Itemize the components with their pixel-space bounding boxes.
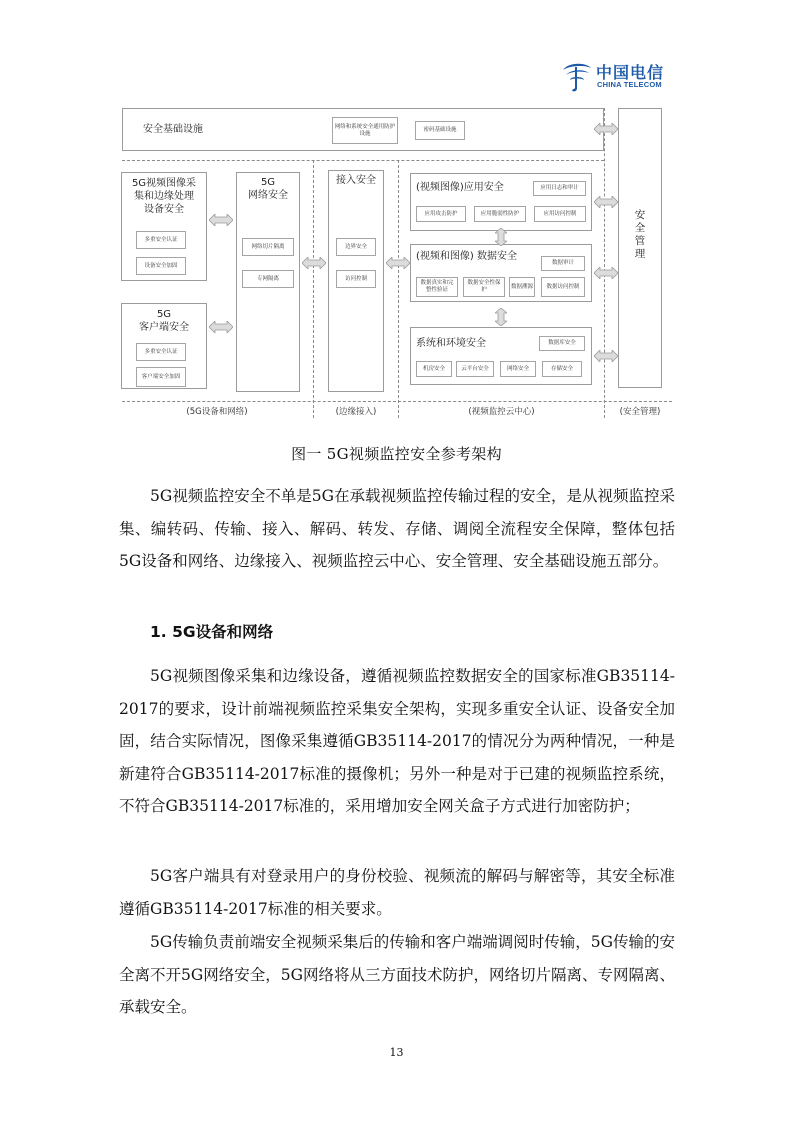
divider-v1 <box>313 160 314 418</box>
infrastructure-item-network: 网络和系统安全通用防护设施 <box>332 117 398 144</box>
paragraph-transmission: 5G传输负责前端安全视频采集后的传输和客户端端调阅时传输，5G传输的安全离不开5G网络安全，5G网络将从三方面技术防护，网络切片隔离、专网隔离、承载安全。 <box>119 933 675 1016</box>
management-char: 全 <box>634 222 646 234</box>
network-title <box>236 176 300 202</box>
logo-text-en: CHINA TELECOM <box>597 80 662 89</box>
capture-item-hardening: 设备安全加固 <box>136 257 186 275</box>
divider-top <box>122 160 604 161</box>
system-item-network: 网络安全 <box>500 361 536 377</box>
app-item-log: 应用日志和审计 <box>533 181 586 196</box>
page-number: 13 <box>389 1046 404 1059</box>
infrastructure-item-crypto: 密码基础设施 <box>415 121 465 140</box>
system-item-room: 机房安全 <box>416 361 452 377</box>
double-arrow-icon <box>302 257 326 269</box>
app-security-title: (视频图像)应用安全 <box>416 182 504 193</box>
divider-bottom <box>122 401 672 402</box>
system-security-title: 系统和环境安全 <box>416 338 486 349</box>
management-char: 管 <box>634 235 646 247</box>
section-heading: 1. 5G设备和网络 <box>150 623 274 641</box>
double-arrow-icon <box>209 214 233 226</box>
system-item-cloud: 云平台安全 <box>456 361 494 377</box>
client-title-line: 5G <box>156 309 172 320</box>
network-title-line: 网络安全 <box>248 190 288 201</box>
segment-label-cloud: (视频监控云中心) <box>468 407 535 417</box>
capture-item-auth: 多重安全认证 <box>136 231 186 249</box>
paragraph-capture-devices: 5G视频图像采集和边缘设备，遵循视频监控数据安全的国家标准GB35114-2017的要求，设计前端视频监控采集安全架构，实现多重安全认证、设备安全加固，结合实际情况，图像采集遵循GB35114-2017的情况分为两种情况，一种是新建符合GB35114-2017标准的摄像机；另外一种是对于已建的视频监控系统，不符合GB35114-2017标准的，采用增加安全网关盒子方式进行加密防护； <box>119 667 675 815</box>
capture-title-line: 设备安全 <box>144 204 184 215</box>
architecture-diagram <box>118 103 676 421</box>
data-item-integrity: 数据真实和完整性验证 <box>416 277 458 297</box>
double-arrow-icon <box>594 196 618 208</box>
segment-label-devices: (5G设备和网络) <box>186 407 248 417</box>
capture-title-line: 5G视频图像采 <box>131 178 197 189</box>
figure-caption: 图一 5G视频监控安全参考架构 <box>291 445 502 463</box>
paragraph-client: 5G客户端具有对登录用户的身份校验、视频流的解码与解密等，其安全标准遵循GB35114-2017标准的相关要求。 <box>119 867 675 918</box>
app-item-attack: 应用攻击防护 <box>416 206 466 222</box>
double-arrow-icon <box>594 350 618 362</box>
logo-text-cn: 中国电信 <box>596 63 665 82</box>
client-item-hardening: 客户端安全加固 <box>136 367 186 387</box>
vertical-double-arrow-icon <box>495 308 507 326</box>
data-item-trace: 数据溯源 <box>509 277 535 297</box>
app-item-vuln: 应用脆弱性防护 <box>474 206 526 222</box>
data-item-audit: 数据审计 <box>541 256 585 271</box>
network-item-slicing: 网络切片隔离 <box>242 238 294 256</box>
access-item-control: 访问控制 <box>336 270 376 288</box>
app-item-access: 应用访问控制 <box>534 206 586 222</box>
divider-v3 <box>604 108 605 418</box>
system-item-storage: 存储安全 <box>542 361 582 377</box>
capture-title <box>123 177 205 216</box>
system-item-db: 数据库安全 <box>539 336 585 351</box>
management-char: 理 <box>634 248 646 260</box>
data-security-title: (视频和图像) 数据安全 <box>416 251 517 262</box>
management-title <box>618 209 662 261</box>
china-telecom-logo <box>560 58 675 94</box>
capture-title-line: 集和边缘处理 <box>134 191 194 202</box>
network-item-private: 专网隔离 <box>242 270 294 288</box>
divider-v2 <box>398 160 399 418</box>
double-arrow-icon <box>386 257 410 269</box>
segment-label-edge: (边缘接入) <box>335 407 377 417</box>
infrastructure-title: 安全基础设施 <box>143 124 203 135</box>
paragraph-overview: 5G视频监控安全不单是5G在承载视频监控传输过程的安全，是从视频监控采集、编转码、传输、接入、解码、转发、存储、调阅全流程安全保障，整体包括5G设备和网络、边缘接入、视频监控云中心、安全管理、安全基础设施五部分。 <box>119 487 675 570</box>
telecom-swirl-icon <box>560 58 594 94</box>
network-title-line: 5G <box>260 177 276 188</box>
data-item-protection: 数据安全性保护 <box>463 277 505 297</box>
client-title-line: 客户端安全 <box>139 322 189 333</box>
segment-label-management: (安全管理) <box>619 407 661 417</box>
client-item-auth: 多重安全认证 <box>136 343 186 361</box>
double-arrow-icon <box>209 321 233 333</box>
client-title <box>123 308 205 334</box>
double-arrow-icon <box>594 123 618 135</box>
double-arrow-icon <box>594 267 618 279</box>
data-item-access: 数据访问控制 <box>541 277 585 297</box>
management-char: 安 <box>634 209 646 221</box>
vertical-double-arrow-icon <box>495 228 507 246</box>
access-title: 接入安全 <box>336 175 376 186</box>
access-item-boundary: 边界安全 <box>336 238 376 256</box>
